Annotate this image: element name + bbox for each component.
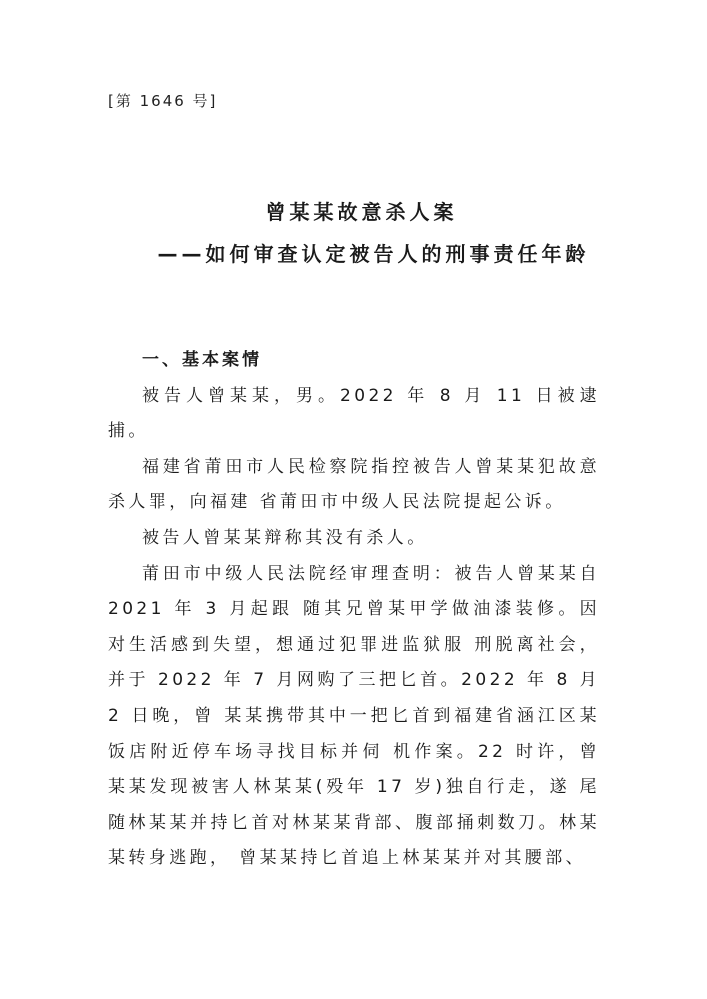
document-body [108,343,600,877]
paragraph-facts: 莆田市中级人民法院经审理查明：被告人曾某某自 2021 年 3 月起跟 随其兄曾某甲学做油漆装修。因对生活感到失望，想通过犯罪进监狱服 刑脱离社会，并于 2022 年 7 月网购了三把匕首。2022 年 8 月 2 日晚，曾 某某携带其中一把匕首到福建省涵江区某饭店附近停车场寻找目标并伺 机作案。22 时许，曾某某发现被害人林某某(殁年 17 岁)独自行走，遂 尾随林某某并持匕首对林某某背部、腹部捅刺数刀。林某某转身逃跑， 曾某某持匕首追上林某某并对其腰部、 [108,563,600,869]
paragraph-prosecution: 福建省莆田市人民检察院指控被告人曾某某犯故意杀人罪，向福建 省莆田市中级人民法院提起公诉。 [108,456,600,513]
case-title: 曾某某故意杀人案 [265,200,458,224]
paragraph-defendant-info: 被告人曾某某，男。2022 年 8 月 11 日被逮捕。 [108,385,600,442]
case-number: [第 1646 号] [108,92,218,110]
paragraph-defense: 被告人曾某某辩称其没有杀人。 [142,527,428,548]
case-subtitle: ——如何审查认定被告人的刑事责任年龄 [157,242,590,266]
section-heading: 一、基本案情 [142,350,262,370]
